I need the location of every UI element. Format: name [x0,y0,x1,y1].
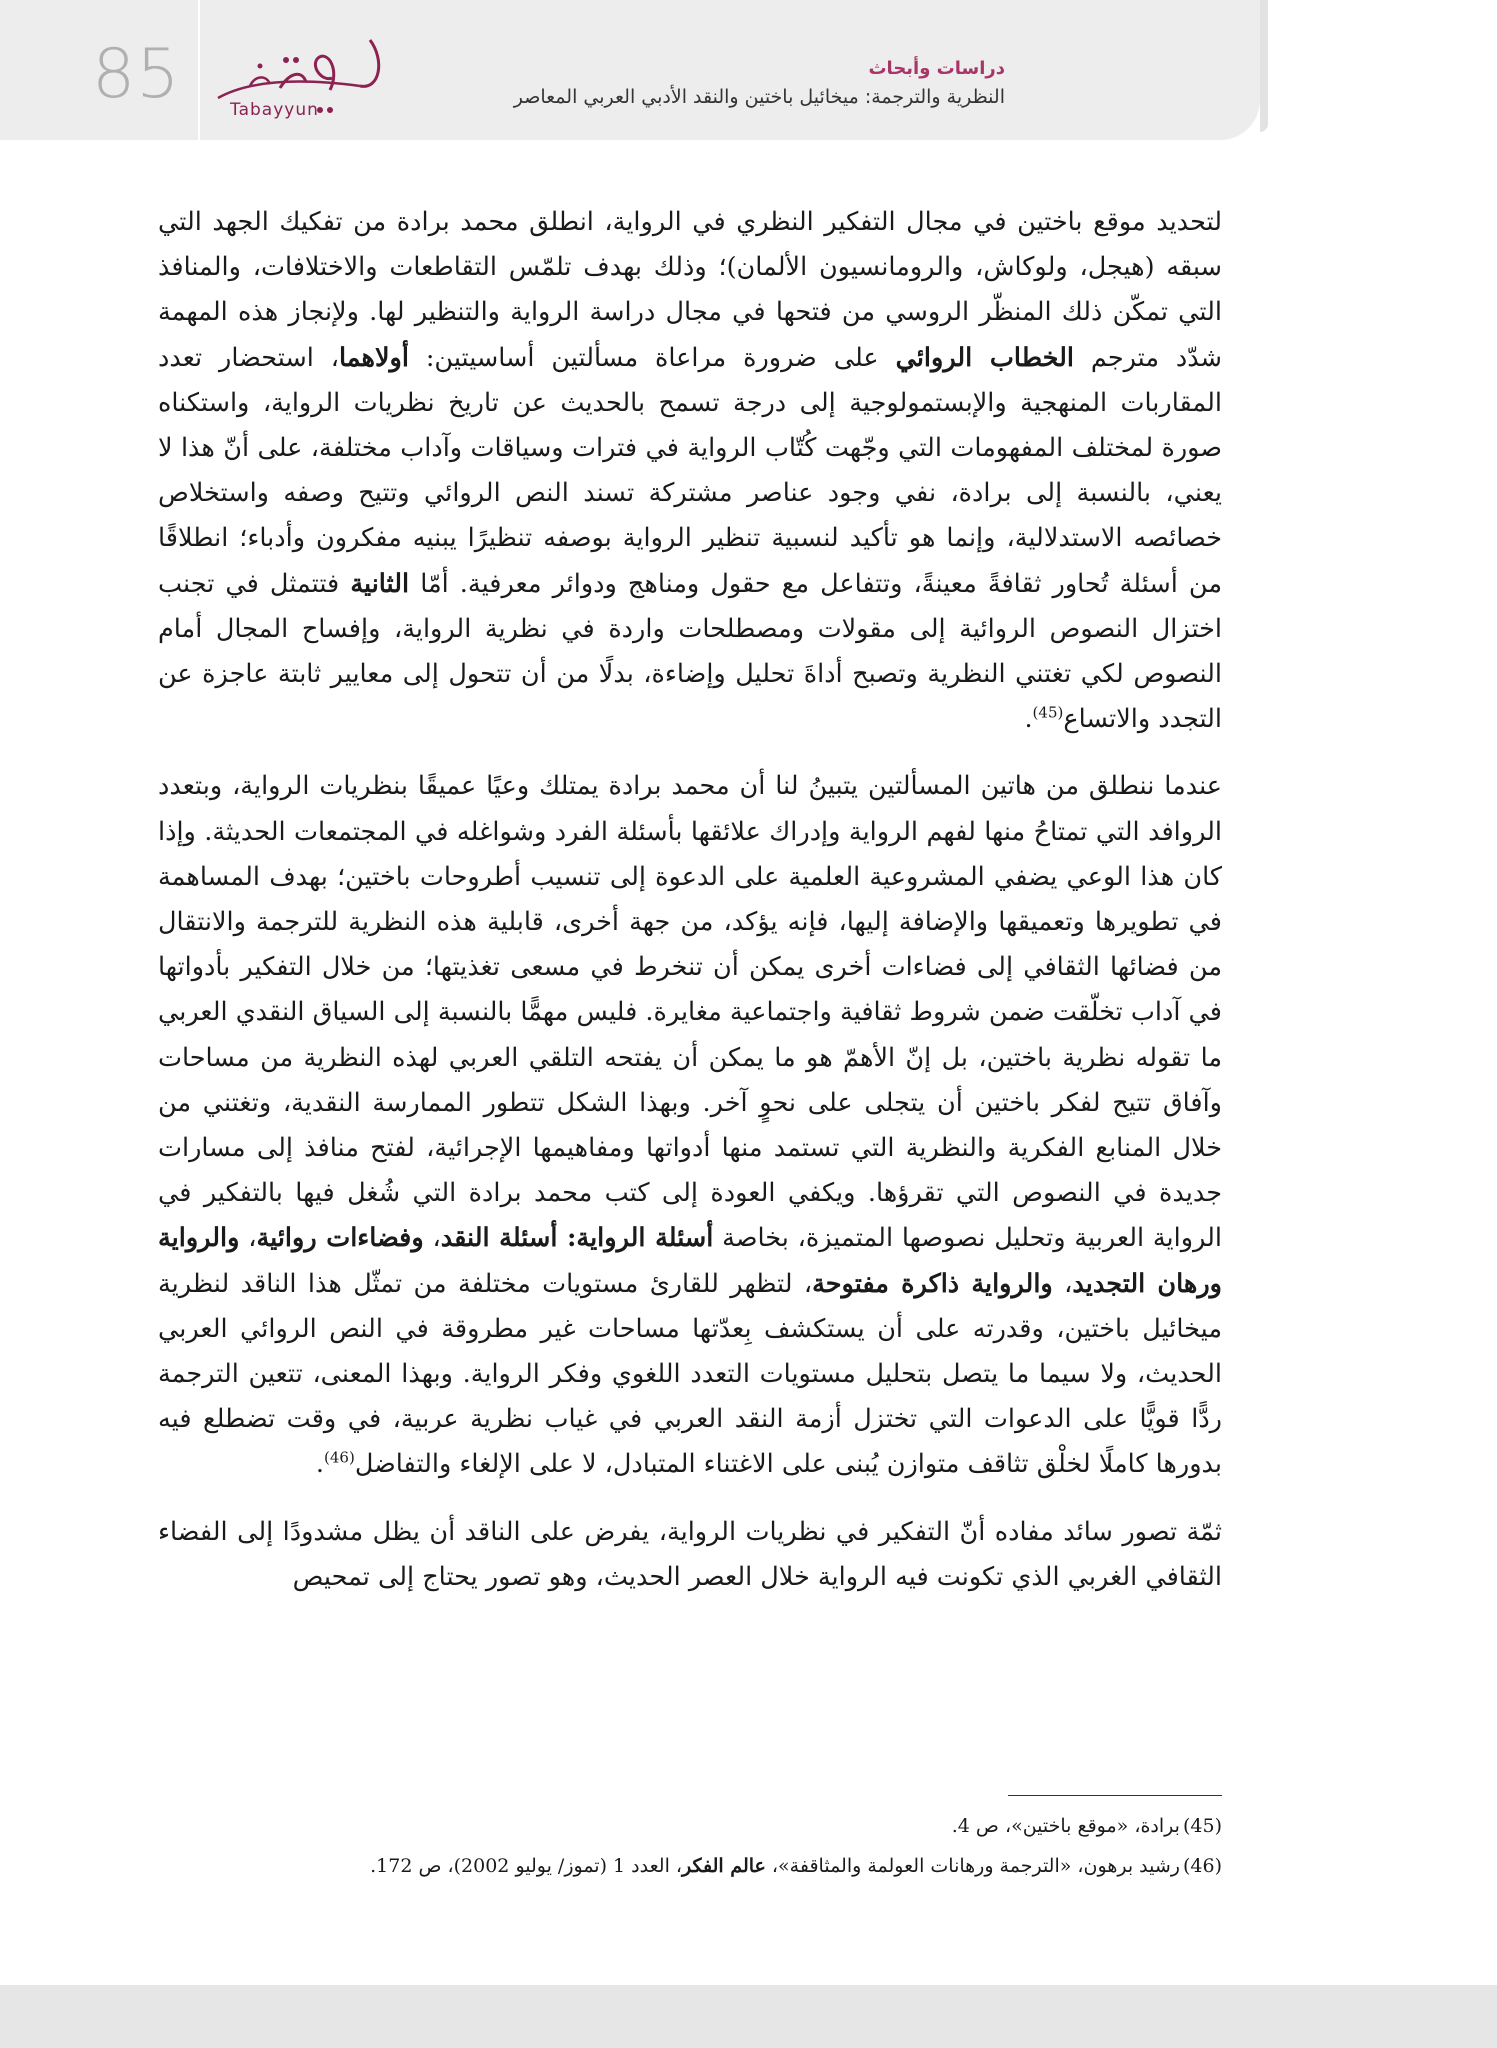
page-number: 85 [92,35,181,114]
footnote-separator [1008,1795,1222,1796]
journal-title: عالم الفكر [682,1855,766,1877]
book-title-emphasis: والرواية ورهان التجديد [158,1223,1222,1299]
footnote-ref-45: (45) [1032,703,1064,722]
book-title-emphasis: أسئلة الرواية: أسئلة النقد [440,1223,714,1254]
logo-latin-text: Tabayyun [230,100,319,120]
article-body [158,200,1222,1600]
emphasis-first: أولاهما [339,342,409,373]
book-title-emphasis: وفضاءات روائية [256,1223,424,1254]
footnote-45: (45) برادة، «موقع باختين»، ص 4. [951,1815,1222,1837]
book-title-emphasis: والرواية ذاكرة مفتوحة [812,1268,1053,1299]
page-header [0,0,1260,140]
footnote-ref-46: (46) [324,1448,355,1467]
section-label: دراسات وأبحاث [868,58,1005,79]
header-divider [198,0,200,140]
book-title-emphasis: الخطاب الروائي [895,342,1074,373]
footnotes [158,1806,1222,1886]
footnote-46: (46) رشيد برهون، «الترجمة ورهانات العولمة والمثاقفة»، عالم الفكر، العدد 1 (تموز/ يوليو 2002)، ص 172. [370,1855,1222,1877]
paragraph-3: ثمّة تصور سائد مفاده أنّ التفكير في نظريات الرواية، يفرض على الناقد أن يظل مشدودًا إلى الفضاء الثقافي الغربي الذي تكونت فيه الرواية خلال العصر الحديث، وهو تصور يحتاج إلى تمحيص [158,1516,1222,1592]
emphasis-second: الثانية [350,568,410,599]
running-article-title: النظرية والترجمة: ميخائيل باختين والنقد الأدبي العربي المعاصر [513,86,1005,108]
paragraph-1: لتحديد موقع باختين في مجال التفكير النظري في الرواية، انطلق محمد برادة من تفكيك الجهد التي سبقه (هيجل، ولوكاش، والرومانسيون الألمان)؛ وذلك بهدف تلمّس التقاطعات والاختلافات، والمنافذ التي تمكّن ذلك المنظّر الروسي من فتحها في مجال دراسة الرواية والتنظير لها. ولإنجاز هذه المهمة شدّد مترجم الخطاب الروائي على ضرورة مراعاة مسألتين أساسيتين: أولاهما، استحضار تعدد المقاربات المنهجية والإبستمولوجية إلى درجة تسمح بالحديث عن تاريخ نظريات الرواية، واستكناه صورة لمختلف المفهومات التي وجّهت كُتّاب الرواية في فترات وسياقات وآداب مختلفة، على أنّ هذا لا يعني، بالنسبة إلى برادة، نفي وجود عناصر مشتركة تسند النص الروائي وتتيح وصفه واستخلاص خصائصه الاستدلالية، وإنما هو تأكيد لنسبية تنظير الرواية بوصفه تنظيرًا يبنيه مفكرون وأدباء؛ انطلاقًا من أسئلة تُحاور ثقافةً معينةً، وتتفاعل مع حقول ومناهج ودوائر معرفية. أمّا الثانية فتتمثل في تجنب اختزال النصوص الروائية إلى مقولات ومصطلحات واردة في نظرية الرواية، وإفساح المجال أمام النصوص لكي تغتني النظرية وتصبح أداةَ تحليل وإضاءة، بدلًا من أن تتحول إلى معايير ثابتة عاجزة عن التجدد والاتساع$^{(45)}$. [158,207,1223,735]
paragraph-2: عندما ننطلق من هاتين المسألتين يتبينُ لنا أن محمد برادة يمتلك وعيًا عميقًا بنظريات الرواية، وبتعدد الروافد التي تمتاحُ منها لفهم الرواية وإدراك علائقها بأسئلة الفرد وشواغله في المجتمعات الحديثة. وإذا كان هذا الوعي يضفي المشروعية العلمية على الدعوة إلى تنسيب أطروحات باختين؛ بهدف المساهمة في تطويرها وتعميقها والإضافة إليها، فإنه يؤكد، من جهة أخرى، قابلية هذه النظرية للترجمة والانتقال من فضائها الثقافي إلى فضاءات أخرى يمكن أن تنخرط في مسعى تغذيتها؛ من خلال التفكير بأدواتها في آداب تخلّقت ضمن شروط ثقافية واجتماعية مغايرة. فليس مهمًّا بالنسبة إلى السياق النقدي العربي ما تقوله نظرية باختين، بل إنّ الأهمّ هو ما يمكن أن يفتحه التلقي العربي لهذه النظرية من مساحات وآفاق تتيح لفكر باختين أن يتجلى على نحوٍ آخر. وبهذا الشكل تتطور الممارسة النقدية، وتغتني من خلال المنابع الفكرية والنظرية التي تستمد منها أدواتها ومفاهيمها الإجرائية، لفتح منافذ إلى مسارات جديدة في النصوص التي تقرؤها. ويكفي العودة إلى كتب محمد برادة التي شُغل فيها بالتفكير في الرواية العربية وتحليل نصوصها المتميزة، بخاصة أسئلة الرواية: أسئلة النقد، وفضاءات روائية، والرواية ورهان التجديد، والرواية ذاكرة مفتوحة، لتظهر للقارئ مستويات مختلفة من تمثّل هذا الناقد لنظرية ميخائيل باختين، وقدرته على أن يستكشف بِعدّتها مساحات غير مطروقة في النص الروائي العربي الحديث، ولا سيما ما يتصل بتحليل مستويات التعدد اللغوي وفكر الرواية. وبهذا المعنى، تتعين الترجمة ردًّا قويًّا على الدعوات التي تختزل أزمة النقد العربي في غياب نظرية عربية، في وقت تضطلع فيه بدورها كاملًا لخلْق تثاقف متوازن يُبنى على الاغتناء المتبادل، لا على الإلغاء والتفاضل$^{(46)}$. [158,771,1222,1480]
page-footer-band [0,1985,1497,2048]
